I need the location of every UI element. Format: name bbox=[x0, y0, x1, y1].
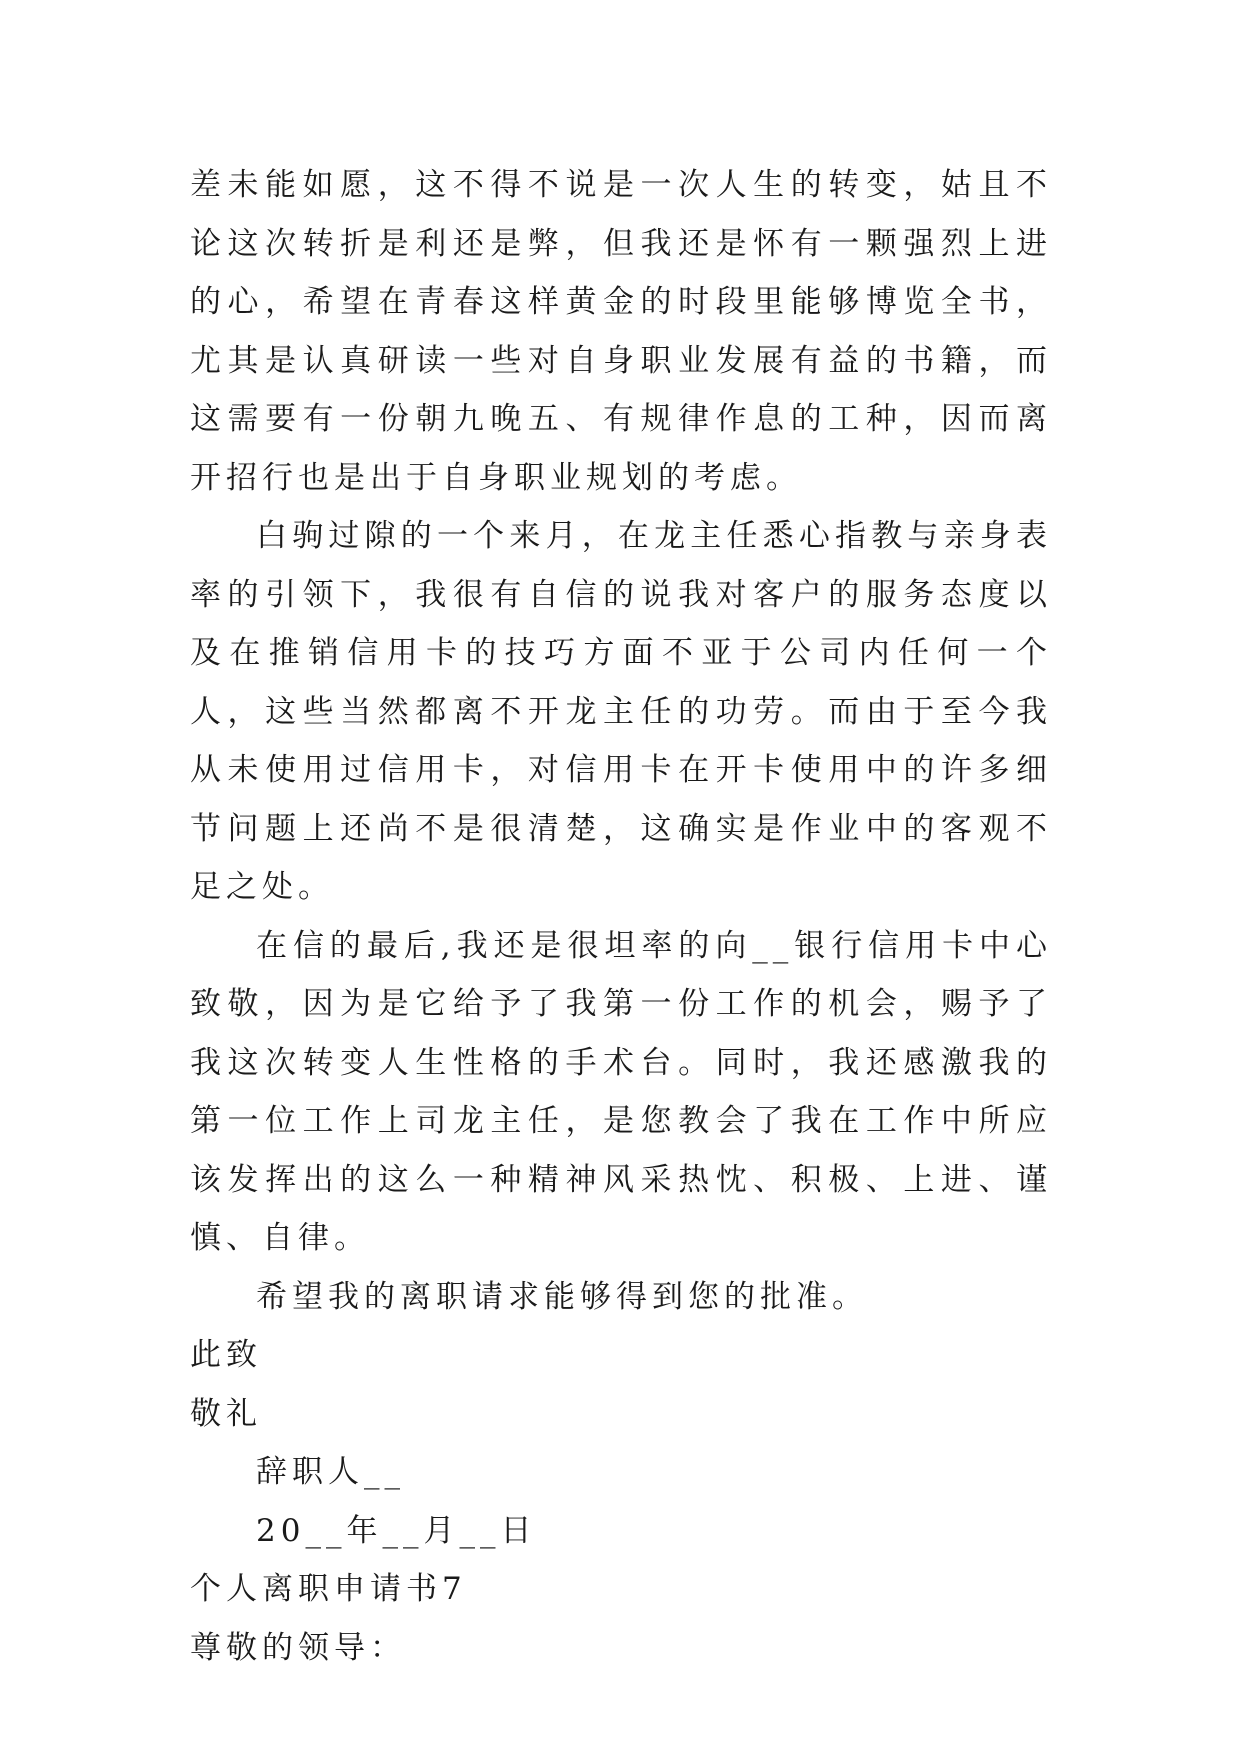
paragraph-3: 在信的最后,我还是很坦率的向__银行信用卡中心致敬，因为是它给予了我第一份工作的机会，赐予了我这次转变人生性格的手术台。同时，我还感激我的第一位工作上司龙主任，是您教会了我在工作中所应该发挥出的这么一种精神风采热忱、积极、上进、谨慎、自律。 bbox=[190, 927, 1052, 1256]
signer-line: 辞职人__ bbox=[256, 1454, 405, 1490]
paragraph-2: 白驹过隙的一个来月，在龙主任悉心指教与亲身表率的引领下，我很有自信的说我对客户的服务态度以及在推销信用卡的技巧方面不亚于公司内任何一个人，这些当然都离不开龙主任的功劳。而由于至今我从未使用过信用卡，对信用卡在开卡使用中的许多细节问题上还尚不是很清楚，这确实是作业中的客观不足之处。 bbox=[190, 518, 1052, 905]
document-page bbox=[190, 156, 1052, 1677]
paragraph-4: 希望我的离职请求能够得到您的批准。 bbox=[256, 1278, 868, 1315]
salutation: 尊敬的领导： bbox=[190, 1629, 406, 1666]
paragraph-1: 差未能如愿，这不得不说是一次人生的转变，姑且不论这次转折是利还是弊，但我还是怀有一颗强烈上进的心，希望在青春这样黄金的时段里能够博览全书，尤其是认真研读一些对自身职业发展有益的书籍，而这需要有一份朝九晚五、有规律作息的工种，因而离开招行也是出于自身职业规划的考虑。 bbox=[190, 167, 1052, 496]
closing-jingli: 敬礼 bbox=[190, 1395, 262, 1432]
closing-cizhi: 此致 bbox=[190, 1337, 262, 1373]
date-line: 20__年__月__日 bbox=[256, 1512, 537, 1549]
section-title: 个人离职申请书7 bbox=[190, 1571, 467, 1607]
